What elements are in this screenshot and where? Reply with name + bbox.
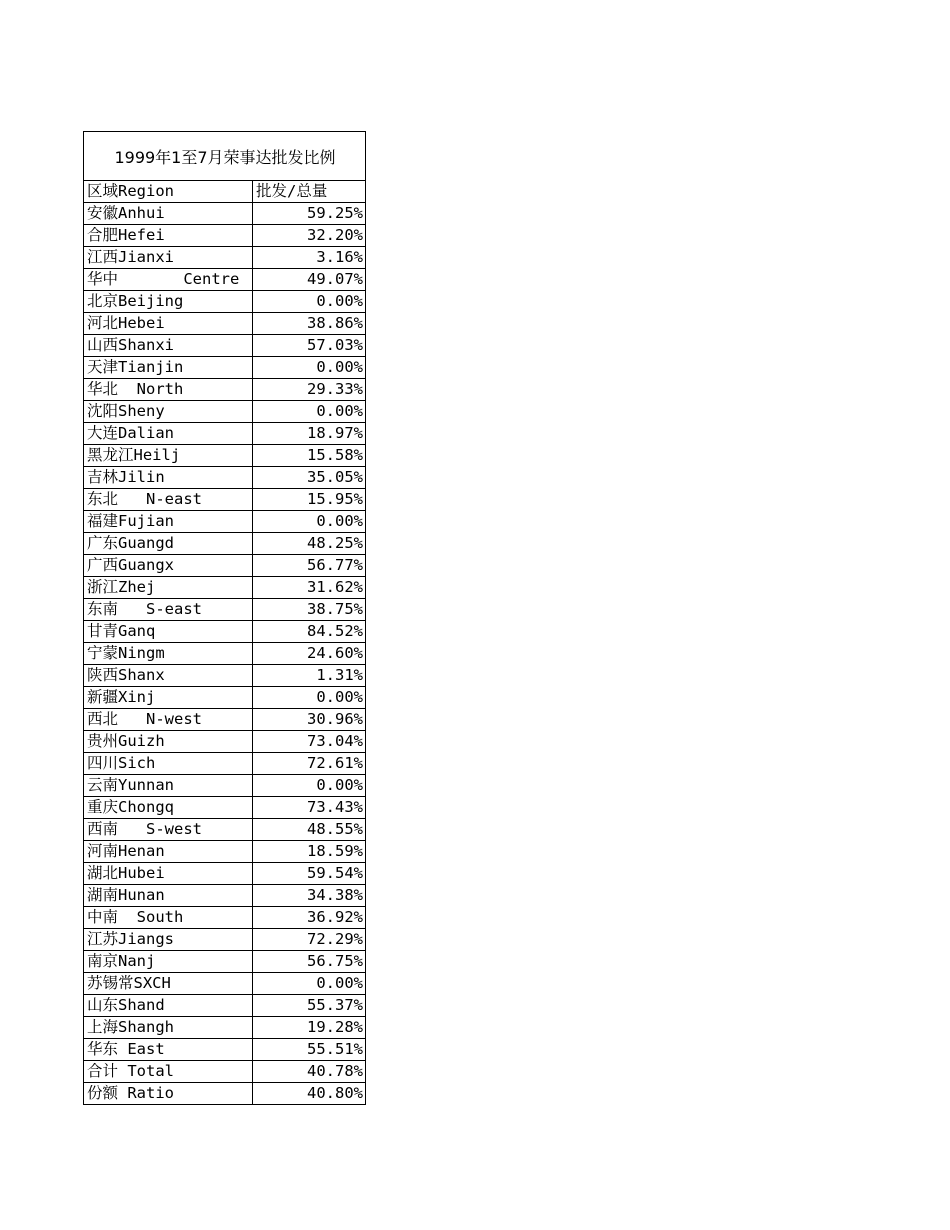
ratio-cell[interactable]: 18.59%	[253, 841, 366, 863]
region-cell[interactable]: 四川Sich	[84, 753, 253, 775]
table-row	[84, 225, 366, 247]
region-cell[interactable]: 宁蒙Ningm	[84, 643, 253, 665]
region-cell[interactable]: 重庆Chongq	[84, 797, 253, 819]
table-row	[84, 1083, 366, 1105]
table-row	[84, 863, 366, 885]
region-cell[interactable]: 南京Nanj	[84, 951, 253, 973]
ratio-cell[interactable]: 3.16%	[253, 247, 366, 269]
header-region[interactable]: 区域Region	[84, 181, 253, 203]
region-cell[interactable]: 山西Shanxi	[84, 335, 253, 357]
table-row	[84, 401, 366, 423]
table-row	[84, 885, 366, 907]
region-cell[interactable]: 河南Henan	[84, 841, 253, 863]
region-cell[interactable]: 广西Guangx	[84, 555, 253, 577]
region-cell[interactable]: 湖北Hubei	[84, 863, 253, 885]
table-row	[84, 1061, 366, 1083]
region-cell[interactable]: 沈阳Sheny	[84, 401, 253, 423]
table-row	[84, 577, 366, 599]
table-row	[84, 379, 366, 401]
region-cell[interactable]: 浙江Zhej	[84, 577, 253, 599]
ratio-cell[interactable]: 57.03%	[253, 335, 366, 357]
table-row	[84, 357, 366, 379]
region-cell[interactable]: 贵州Guizh	[84, 731, 253, 753]
table-row	[84, 489, 366, 511]
table-row	[84, 1039, 366, 1061]
ratio-cell[interactable]: 36.92%	[253, 907, 366, 929]
table-row	[84, 511, 366, 533]
table-row	[84, 247, 366, 269]
table-row	[84, 621, 366, 643]
ratio-cell[interactable]: 30.96%	[253, 709, 366, 731]
region-cell[interactable]: 江苏Jiangs	[84, 929, 253, 951]
ratio-cell[interactable]: 59.54%	[253, 863, 366, 885]
ratio-cell[interactable]: 48.25%	[253, 533, 366, 555]
table-row	[84, 995, 366, 1017]
ratio-cell[interactable]: 31.62%	[253, 577, 366, 599]
ratio-cell[interactable]: 32.20%	[253, 225, 366, 247]
ratio-cell[interactable]: 34.38%	[253, 885, 366, 907]
region-cell[interactable]: 吉林Jilin	[84, 467, 253, 489]
region-cell[interactable]: 黑龙江Heilj	[84, 445, 253, 467]
region-cell[interactable]: 天津Tianjin	[84, 357, 253, 379]
ratio-cell[interactable]: 19.28%	[253, 1017, 366, 1039]
table-row	[84, 533, 366, 555]
region-cell[interactable]: 华中 Centre	[84, 269, 253, 291]
region-cell[interactable]: 江西Jianxi	[84, 247, 253, 269]
ratio-cell[interactable]: 40.78%	[253, 1061, 366, 1083]
ratio-cell[interactable]: 35.05%	[253, 467, 366, 489]
table-row	[84, 445, 366, 467]
ratio-cell[interactable]: 73.43%	[253, 797, 366, 819]
table-row	[84, 929, 366, 951]
region-cell[interactable]: 云南Yunnan	[84, 775, 253, 797]
ratio-cell[interactable]: 73.04%	[253, 731, 366, 753]
table-row	[84, 313, 366, 335]
region-cell[interactable]: 合肥Hefei	[84, 225, 253, 247]
table-row	[84, 797, 366, 819]
region-cell[interactable]: 大连Dalian	[84, 423, 253, 445]
ratio-cell[interactable]: 49.07%	[253, 269, 366, 291]
table-row	[84, 643, 366, 665]
ratio-cell[interactable]: 48.55%	[253, 819, 366, 841]
region-cell[interactable]: 北京Beijing	[84, 291, 253, 313]
table-row	[84, 665, 366, 687]
ratio-cell[interactable]: 0.00%	[253, 401, 366, 423]
table-row	[84, 1017, 366, 1039]
table-row	[84, 973, 366, 995]
header-row	[84, 181, 366, 203]
table-row	[84, 951, 366, 973]
table-row	[84, 599, 366, 621]
region-cell[interactable]: 西南 S-west	[84, 819, 253, 841]
region-cell[interactable]: 广东Guangd	[84, 533, 253, 555]
region-cell[interactable]: 中南 South	[84, 907, 253, 929]
region-cell[interactable]: 福建Fujian	[84, 511, 253, 533]
table-row	[84, 269, 366, 291]
table-row	[84, 291, 366, 313]
ratio-cell[interactable]: 24.60%	[253, 643, 366, 665]
ratio-cell[interactable]: 38.86%	[253, 313, 366, 335]
ratio-cell[interactable]: 29.33%	[253, 379, 366, 401]
ratio-cell[interactable]: 40.80%	[253, 1083, 366, 1105]
region-cell[interactable]: 山东Shand	[84, 995, 253, 1017]
region-cell[interactable]: 合计 Total	[84, 1061, 253, 1083]
ratio-cell[interactable]: 15.95%	[253, 489, 366, 511]
region-cell[interactable]: 新疆Xinj	[84, 687, 253, 709]
header-ratio[interactable]: 批发/总量	[253, 181, 366, 203]
table-row	[84, 819, 366, 841]
ratio-cell[interactable]: 18.97%	[253, 423, 366, 445]
table-row	[84, 467, 366, 489]
table-row	[84, 753, 366, 775]
ratio-cell[interactable]: 0.00%	[253, 775, 366, 797]
ratio-cell[interactable]: 84.52%	[253, 621, 366, 643]
region-cell[interactable]: 安徽Anhui	[84, 203, 253, 225]
region-cell[interactable]: 上海Shangh	[84, 1017, 253, 1039]
table-row	[84, 731, 366, 753]
ratio-cell[interactable]: 59.25%	[253, 203, 366, 225]
title-row	[84, 132, 366, 181]
ratio-cell[interactable]: 55.51%	[253, 1039, 366, 1061]
wholesale-ratio-table	[83, 131, 366, 1105]
ratio-cell[interactable]: 0.00%	[253, 357, 366, 379]
region-cell[interactable]: 份额 Ratio	[84, 1083, 253, 1105]
ratio-cell[interactable]: 0.00%	[253, 973, 366, 995]
ratio-cell[interactable]: 72.29%	[253, 929, 366, 951]
region-cell[interactable]: 华东 East	[84, 1039, 253, 1061]
table-row	[84, 907, 366, 929]
ratio-cell[interactable]: 0.00%	[253, 291, 366, 313]
table-body	[84, 132, 366, 1105]
region-cell[interactable]: 苏锡常SXCH	[84, 973, 253, 995]
table-row	[84, 709, 366, 731]
region-cell[interactable]: 陕西Shanx	[84, 665, 253, 687]
ratio-cell[interactable]: 55.37%	[253, 995, 366, 1017]
ratio-cell[interactable]: 56.77%	[253, 555, 366, 577]
region-cell[interactable]: 东南 S-east	[84, 599, 253, 621]
region-cell[interactable]: 甘青Ganq	[84, 621, 253, 643]
region-cell[interactable]: 西北 N-west	[84, 709, 253, 731]
table-row	[84, 687, 366, 709]
ratio-cell[interactable]: 1.31%	[253, 665, 366, 687]
table-row	[84, 335, 366, 357]
table-row	[84, 555, 366, 577]
table-row	[84, 775, 366, 797]
region-cell[interactable]: 东北 N-east	[84, 489, 253, 511]
region-cell[interactable]: 华北 North	[84, 379, 253, 401]
ratio-cell[interactable]: 0.00%	[253, 687, 366, 709]
ratio-cell[interactable]: 56.75%	[253, 951, 366, 973]
ratio-cell[interactable]: 0.00%	[253, 511, 366, 533]
ratio-cell[interactable]: 38.75%	[253, 599, 366, 621]
ratio-cell[interactable]: 72.61%	[253, 753, 366, 775]
table-title[interactable]: 1999年1至7月荣事达批发比例	[84, 132, 366, 181]
region-cell[interactable]: 湖南Hunan	[84, 885, 253, 907]
table-row	[84, 423, 366, 445]
table-row	[84, 841, 366, 863]
table-row	[84, 203, 366, 225]
ratio-cell[interactable]: 15.58%	[253, 445, 366, 467]
region-cell[interactable]: 河北Hebei	[84, 313, 253, 335]
